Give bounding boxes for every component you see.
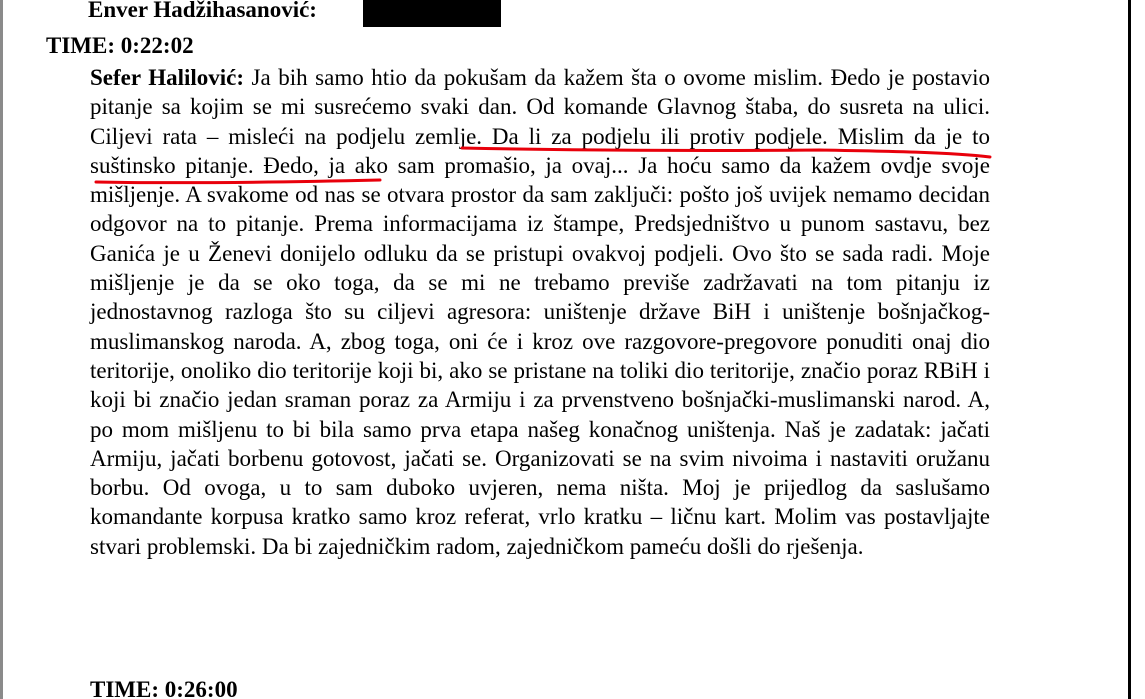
page-edge-left xyxy=(0,0,3,699)
speaker-name-sefer: Sefer Halilović: xyxy=(90,65,245,90)
redaction-bar xyxy=(363,0,501,27)
speaker-line-enver xyxy=(88,0,317,23)
speaker-name-enver: Enver Hadžihasanović: xyxy=(88,0,317,22)
statement-paragraph xyxy=(90,63,990,561)
timestamp-end: TIME: 0:26:00 xyxy=(90,677,238,699)
page-edge-right xyxy=(1128,0,1145,699)
statement-text: Ja bih samo htio da pokušam da kažem šta o ovome mislim. Đedo je postavio pitanje sa kojim se mi susrećemo svaki dan. Od komande Glavnog štaba, do susreta na ulici. Ciljevi rata – misleći na podjelu zemlje. Da li za podjelu ili protiv podjele. Mislim da je to suštinsko pitanje. Đedo, ja ako sam promašio, ja ovaj... Ja hoću samo da kažem ovdje svoje mišljenje. A svakome od nas se otvara prostor da sam zaključi: pošto još uvijek nemamo decidan odgovor na to pitanje. Prema informacijama iz štampe, Predsjedništvo u punom sastavu, bez Ganića je u Ženevi donijelo odluku da se pristupi ovakvoj podjeli. Ovo što se sada radi. Moje mišljenje je da se oko toga, da se mi ne trebamo previše zadržavati na tom pitanju iz jednostavnog razloga što su ciljevi agresora: uništenje države BiH i uništenje bošnjačkog-muslimanskog naroda. A, zbog toga, oni će i kroz ove razgovore-pregovore ponuditi onaj dio teritorije, onoliko dio teritorije koji bi, ako se pristane na toliki dio teritorije, značio poraz RBiH i koji bi značio jedan sraman poraz za Armiju i za prvenstveno bošnjački-muslimanski narod. A, po mom mišljenu to bi bila samo prva etapa našeg konačnog uništenja. Naš je zadatak: jačati Armiju, jačati borbenu gotovost, jačati se. Organizovati se na svim nivoima i nastaviti oružanu borbu. Od ovoga, u to sam duboko uvjeren, nema ništa. Moj je prijedlog da saslušamo komandante korpusa kratko samo kroz referat, vrlo kratku – ličnu kart. Molim vas postavljajte stvari problemski. Da bi zajedničkim radom, zajedničkom pameću došli do rješenja. xyxy=(90,65,990,559)
timestamp-start: TIME: 0:22:02 xyxy=(46,33,194,58)
